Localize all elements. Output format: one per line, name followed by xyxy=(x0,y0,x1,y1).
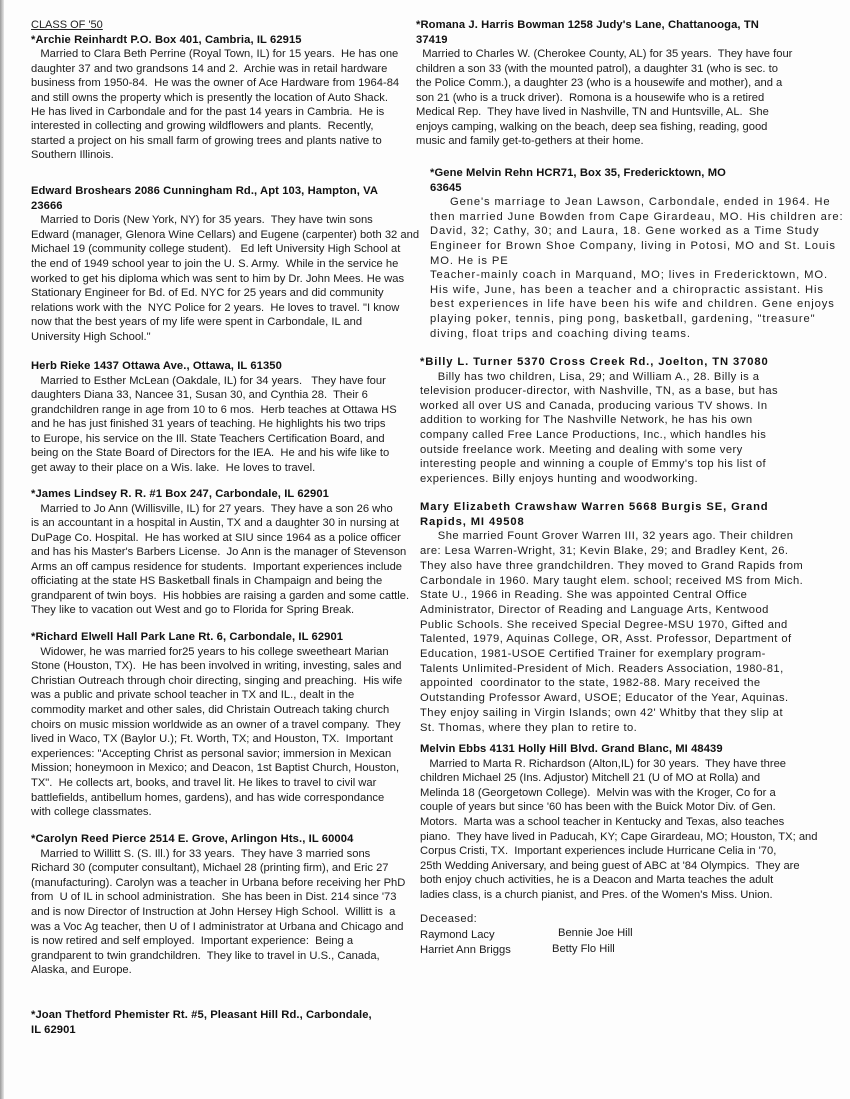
entry-body-line: relations work with the NYC Police for 2 years. He loves to travel. "I know xyxy=(31,301,400,314)
entry-body-line: are: Lesa Warren-Wright, 31; Kevin Blake, 29; and Bradley Kent, 26. xyxy=(420,545,789,558)
entry-body-line: Medical Rep. They have lived in Nashville, TN and Huntsville, AL. She xyxy=(416,106,769,118)
entry-body-line: St. Thomas, where they plan to retire to. xyxy=(420,721,638,734)
entry-body-line: with college classmates. xyxy=(31,806,152,819)
entry-body-line: and has his Master's Barbers License. Jo Ann is the manager of Stevenson xyxy=(31,546,407,558)
entry-body-line: Engineer for Brown Shoe Company, living in Potosi, MO and St. Louis xyxy=(430,240,836,252)
entry-body-line: Public Schools. She received Special Degree-MSU 1970, Gifted and xyxy=(420,618,788,631)
entry-body-line: Billy has two children, Lisa, 29; and William A., 28. Billy is a xyxy=(420,370,760,383)
entry-body-line: Melinda 18 (Georgetown College). Melvin was with the Kroger, Co for a xyxy=(420,786,776,799)
entry-body-line: Married to Willitt S. (S. Ill.) for 33 years. They have 3 married sons xyxy=(31,847,371,860)
entry-body-line: Married to Jo Ann (Willisville, IL) for 27 years. They have a son 26 who xyxy=(31,502,393,515)
deceased-label: Deceased: xyxy=(420,913,478,925)
deceased-name: Bennie Joe Hill xyxy=(558,927,633,939)
entry-body-line: music and family get-to-gethers at their home. xyxy=(416,135,644,147)
entry-body-line: Michael 19 (community college student). Ed left University High School at xyxy=(31,243,401,256)
entry-body-line: Southern Illinois. xyxy=(31,149,114,162)
entry-heading: Edward Broshears 2086 Cunningham Rd., Apt 103, Hampton, VA xyxy=(31,185,379,197)
entry-body-line: Married to Doris (New York, NY) for 35 years. They have twin sons xyxy=(31,214,373,227)
entry-heading: *Archie Reinhardt P.O. Box 401, Cambria, IL 62915 xyxy=(31,34,302,46)
entry-body-line: commodity market and other sales, did Christain Outreach taking church xyxy=(31,704,390,716)
entry-body-line: children Michael 25 (Ins. Adjustor) Mitchell 21 (U of MO at Rolla) and xyxy=(420,772,761,785)
entry-body-line: daughter 37 and two grandsons 14 and 2. Archie was in retail hardware xyxy=(31,62,388,75)
entry-body-line: They enjoy sailing in Virgin Islands; own 42' Whitby that they slip at xyxy=(420,706,784,719)
entry-body-line: Stationary Engineer for Bd. of Ed. NYC for 25 years and did community xyxy=(31,287,384,300)
entry-body-line: battlefields, antibellum homes, gardens), and has wide correspondance xyxy=(31,791,385,804)
entry-body-line: MO. He is PE xyxy=(430,254,509,267)
entry-body-line: worked all over US and Canada, producing various TV shows. In xyxy=(420,399,768,412)
entry-body-line: from U of IL in school administration. She has been in Dist. 214 since '73 xyxy=(31,891,397,904)
entry-body-line: DuPage Co. Hospital. He has worked at SIU since 1964 as a police officer xyxy=(31,531,401,544)
deceased-name: Betty Flo Hill xyxy=(552,943,615,955)
entry-body-line: Christian Outreach through choir directing, singing and preaching. His wife xyxy=(31,674,403,687)
entry-body-line: son 21 (who is a truck driver). Romona is a housewife who is a retired xyxy=(416,91,765,104)
entry-body-line: was a Voc Ag teacher, then U of I administrator at Urbana and Chicago and xyxy=(31,920,404,933)
entry-heading: 23666 xyxy=(31,199,63,212)
entry-body-line: get away to their place on a Wis. lake. He loves to travel. xyxy=(31,461,316,474)
entry-body-line: couple of years but since '60 has been with the Buick Motor Div. of Gen. xyxy=(420,801,776,814)
entry-body-line: grandparent of twin boys. His hobbies are raising a garden and some cattle. xyxy=(31,589,410,602)
entry-body-line: Married to Charles W. (Cherokee County, AL) for 35 years. They have four xyxy=(416,48,793,60)
entry-body-line: enjoys camping, walking on the beach, deep sea fishing, reading, good xyxy=(416,120,768,133)
entry-body-line: Gene's marriage to Jean Lawson, Carbondale, ended in 1964. He xyxy=(430,196,831,209)
entry-body-line: business from 1950-84. He was the owner of Ace Hardware from 1964-84 xyxy=(31,77,400,90)
entry-body-line: ladies class, is a church pianist, and Pres. of the Women's Miss. Union. xyxy=(420,889,773,901)
entry-body-line: Married to Marta R. Richardson (Alton,IL) for 30 years. They have three xyxy=(420,757,787,770)
entry-body-line: Widower, he was married for25 years to his college sweetheart Marian xyxy=(31,645,389,658)
entry-body-line: then married June Bowden from Cape Girardeau, MO. His children are: xyxy=(430,210,844,223)
entry-body-line: He has lived in Carbondale and for the past 14 years in Cambria. He is xyxy=(31,106,385,118)
entry-body-line: and he has just finished 31 years of teaching. He highlights his two trips xyxy=(31,418,386,430)
entry-body-line: They also have three grandchildren. They moved to Grand Rapids from xyxy=(420,559,804,572)
entry-heading: *James Lindsey R. R. #1 Box 247, Carbondale, IL 62901 xyxy=(31,488,329,500)
entry-body-line: TX". He collects art, books, and travel lit. He likes to travel to civil war xyxy=(31,777,377,789)
entry-body-line: interested in collecting and growing wildflowers and plants. Recently, xyxy=(31,120,374,133)
entry-body-line: University High School." xyxy=(31,331,151,343)
entry-heading: *Billy L. Turner 5370 Cross Creek Rd., Joelton, TN 37080 xyxy=(420,356,769,368)
entry-body-line: Stone (Houston, TX). He has been involved in writing, investing, sales and xyxy=(31,660,402,673)
entry-heading: *Richard Elwell Hall Park Lane Rt. 6, Carbondale, IL 62901 xyxy=(31,631,344,643)
entry-body-line: addition to working for The Nashville Network, he has his own xyxy=(420,414,753,427)
entry-body-line: His wife, June, has been a teacher and a chiropractic assistant. His xyxy=(430,283,824,296)
entry-body-line: Teacher-mainly coach in Marquand, MO; lives in Fredericktown, MO. xyxy=(430,269,828,282)
entry-body-line: 25th Wedding Aniversary, and being guest of ABC at '84 Olympics. They are xyxy=(420,859,800,872)
entry-body-line: children a son 33 (with the mounted patrol), a daughter 31 (who is sec. to xyxy=(416,62,778,75)
entry-heading: Herb Rieke 1437 Ottawa Ave., Ottawa, IL 61350 xyxy=(31,360,282,372)
entry-heading: 37419 xyxy=(416,33,448,46)
entry-body-line: Motors. Marta was a school teacher in Kentucky and Texas, also teaches xyxy=(420,816,785,828)
entry-body-line: Arms an off campus residence for students. Important experiences include xyxy=(31,560,403,573)
entry-body-line: They like to vacation out West and go to Florida for Spring Break. xyxy=(31,604,355,616)
entry-body-line: started a project on his small farm of growing trees and plants native to xyxy=(31,134,382,147)
entry-heading: *Carolyn Reed Pierce 2514 E. Grove, Arlingon Hts., IL 60004 xyxy=(31,833,354,845)
entry-body-line: Alaska, and Europe. xyxy=(31,964,132,977)
entry-body-line: grandchildren range in age from 10 to 6 mos. Herb teaches at Ottawa HS xyxy=(31,403,397,416)
entry-body-line: playing poker, tennis, ping pong, basketball, gardening, "treasure" xyxy=(430,313,816,325)
entry-body-line: Married to Clara Beth Perrine (Royal Town, IL) for 15 years. He has one xyxy=(31,48,399,61)
entry-body-line: (manufacturing). Carolyn was a teacher in Urbana before receiving her PhD xyxy=(31,876,406,889)
entry-body-line: and is now Director of Instruction at John Hersey High School. Willitt is a xyxy=(31,906,396,918)
entry-body-line: choirs on music mission worldwide as an owner of a travel company. They xyxy=(31,718,401,731)
entry-body-line: is now retired and self employed. Important experience: Being a xyxy=(31,935,354,948)
entry-body-line: Talents Unlimited-President of Mich. Readers Association, 1980-81, xyxy=(420,662,784,675)
entry-body-line: Married to Esther McLean (Oakdale, IL) for 34 years. They have four xyxy=(31,374,386,387)
entry-body-line: experiences: "Accepting Christ as personal savior; immersion in Mexican xyxy=(31,747,392,760)
entry-body-line: Education, 1981-USOE Certified Trainer for exemplary program- xyxy=(420,648,766,660)
entry-body-line: lived in Waco, TX (Baylor U.); Ft. Worth, TX; and Houston, TX. Important xyxy=(31,733,393,746)
entry-body-line: now that the best years of my life were spent in Carbondale, IL and xyxy=(31,316,363,329)
class-title: CLASS OF '50 xyxy=(31,19,103,31)
entry-body-line: and still owns the property which is presently the location of Auto Shack. xyxy=(31,91,388,104)
entry-body-line: daughters Diana 33, Nancee 31, Susan 30, and Cynthia 28. Their 6 xyxy=(31,389,368,401)
entry-body-line: to Europe, his service on the Ill. State Teachers Certification Board, and xyxy=(31,432,385,445)
entry-heading: *Gene Melvin Rehn HCR71, Box 35, Fredericktown, MO xyxy=(430,167,726,179)
entry-body-line: Corpus Cristi, TX. Important experiences include Hurricane Celia in '70, xyxy=(420,845,777,858)
entry-body-line: the Police Comm.), a daughter 23 (who is a housewife and mother), and a xyxy=(416,77,783,89)
entry-body-line: interesting people and winning a couple of Emmy's top his list of xyxy=(420,458,767,471)
entry-body-line: television producer-director, with Nashville, TN, as a base, but has xyxy=(420,385,779,398)
entry-body-line: Talented, 1979, Aquinas College, OR, Asst. Professor, Department of xyxy=(420,633,792,646)
entry-body-line: grandparent to twin grandchildren. They like to travel in U.S., Canada, xyxy=(31,949,380,962)
entry-heading: Mary Elizabeth Crawshaw Warren 5668 Burgis SE, Grand xyxy=(420,501,769,513)
entry-body-line: appointed coordinator to the state, 1982-88. Mary received the xyxy=(420,677,761,690)
entry-heading: Melvin Ebbs 4131 Holly Hill Blvd. Grand Blanc, MI 48439 xyxy=(420,743,723,755)
entry-body-line: State U., 1966 in Reading. She was appointed Central Office xyxy=(420,589,748,602)
entry-body-line: is an accountant in a hospital in Austin, TX and a daughter 30 in nursing at xyxy=(31,517,399,529)
entry-body-line: experiences. Billy enjoys hunting and woodworking. xyxy=(420,472,699,485)
deceased-name: Harriet Ann Briggs xyxy=(420,944,511,956)
entry-body-line: the end of 1949 school year to join the U. S. Army. While in the service he xyxy=(31,258,399,270)
entry-body-line: David, 32; Cathy, 30; and Laura, 18. Gene worked as a Time Study xyxy=(430,225,820,238)
entry-body-line: was a public and private school teacher in TX and IL., dealt in the xyxy=(31,689,355,702)
entry-heading: *Joan Thetford Phemister Rt. #5, Pleasant Hill Rd., Carbondale, xyxy=(31,1009,372,1021)
entry-body-line: being on the State Board of Directors for the IEA. He and his wife like to xyxy=(31,447,390,459)
entry-heading: IL 62901 xyxy=(31,1023,76,1036)
entry-body-line: best experiences in life have been his wife and children. Gene enjoys xyxy=(430,298,835,311)
entry-body-line: diving, float trips and coaching diving teams. xyxy=(430,327,691,340)
entry-body-line: She married Fount Grover Warren III, 32 years ago. Their children xyxy=(420,530,794,543)
entry-body-line: Administrator, Director of Reading and Language Arts, Kentwood xyxy=(420,603,769,616)
entry-body-line: Carbondale in 1960. Mary taught elem. school; received MS from Mich. xyxy=(420,574,804,587)
entry-body-line: both enjoy chuch activities, he is a Deacon and Marta teaches the adult xyxy=(420,874,774,887)
entry-body-line: officiating at the state HS Basketball finals in Champaign and being the xyxy=(31,575,383,587)
entry-body-line: Richard 30 (computer consultant), Michael 28 (printing firm), and Eric 27 xyxy=(31,862,389,875)
entry-heading: *Romana J. Harris Bowman 1258 Judy's Lane, Chattanooga, TN xyxy=(416,19,759,31)
entry-body-line: Edward (manager, Glenora Wine Cellars) and Eugene (carpenter) both 32 and xyxy=(31,228,420,241)
entry-body-line: outside freelance work. Meeting and dealing with some very xyxy=(420,443,743,456)
entry-body-line: Mission; honeymoon in Mexico; and Deacon, 1st Baptist Church, Houston, xyxy=(31,762,400,775)
entry-body-line: worked to get his diploma which was sent to him by Dr. John Mees. He was xyxy=(31,272,405,285)
entry-body-line: Outstanding Professor Award, USOE; Educator of the Year, Aquinas. xyxy=(420,692,789,705)
entry-body-line: piano. They have lived in Paducah, KY; Cape Girardeau, MO; Houston, TX; and xyxy=(420,830,818,843)
deceased-name: Raymond Lacy xyxy=(420,929,495,941)
entry-heading: 63645 xyxy=(430,181,462,194)
entry-body-line: company called Free Lance Productions, Inc., which handles his xyxy=(420,429,767,441)
scan-edge xyxy=(0,0,4,1099)
entry-heading: Rapids, MI 49508 xyxy=(420,515,525,528)
